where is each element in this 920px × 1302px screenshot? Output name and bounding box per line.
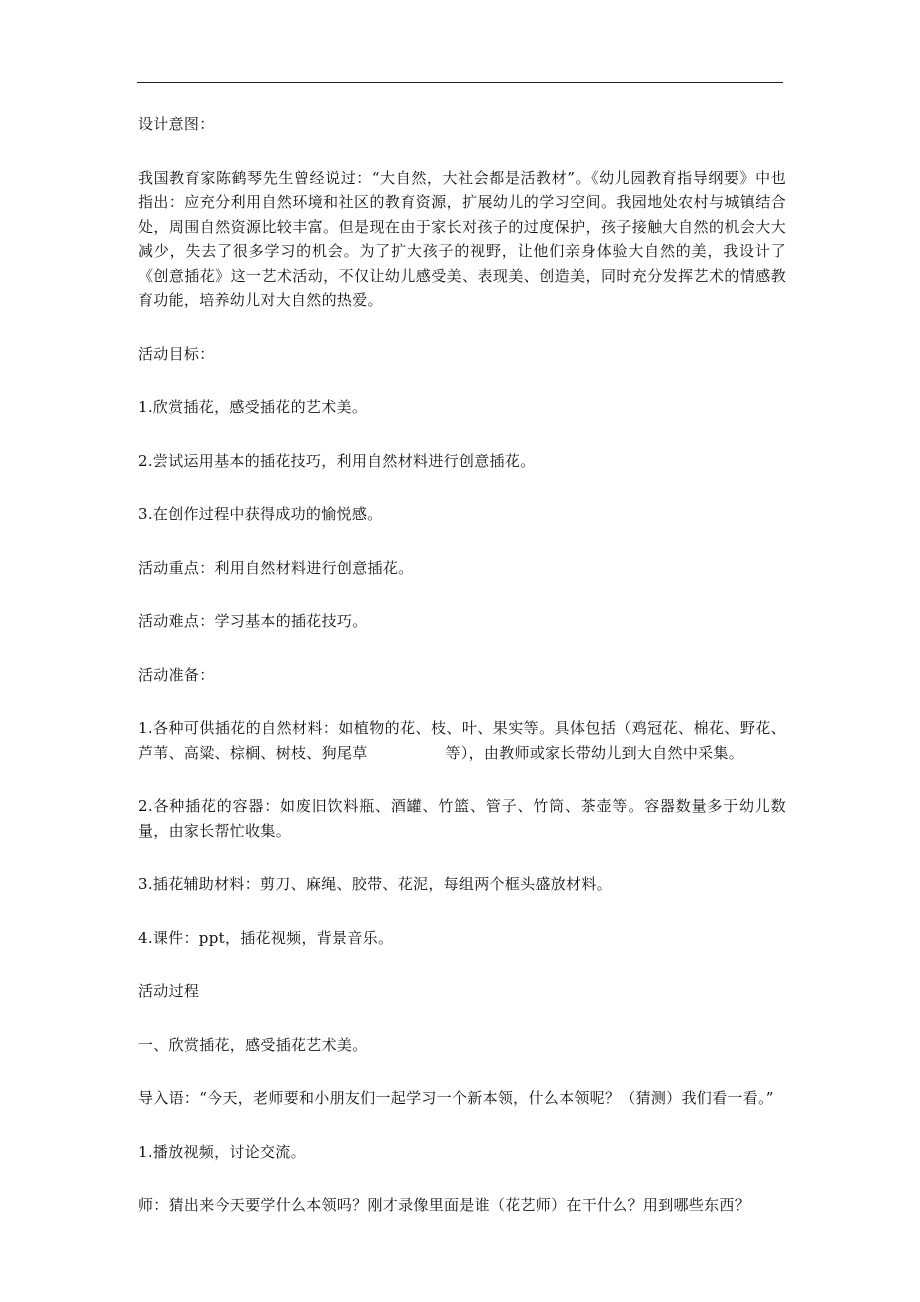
preparation-item-1 bbox=[138, 716, 786, 765]
preparation-item-4: 4.课件：ppt，插花视频，背景音乐。 bbox=[138, 928, 394, 947]
step-1-heading: 一、欣赏插花，感受插花艺术美。 bbox=[138, 1035, 368, 1054]
goals-heading: 活动目标： bbox=[138, 344, 215, 363]
header-rule bbox=[137, 82, 783, 83]
document-body bbox=[138, 112, 786, 1247]
preparation-item-2: 2.各种插花的容器：如废旧饮料瓶、酒罐、竹篮、管子、竹筒、茶壶等。容器数量多于幼儿数量，由家长帮忙收集。 bbox=[138, 797, 786, 840]
goal-item-2: 2.尝试运用基本的插花技巧，利用自然材料进行创意插花。 bbox=[138, 451, 536, 470]
preparation-item-3: 3.插花辅助材料：剪刀、麻绳、胶带、花泥，每组两个框头盛放材料。 bbox=[138, 875, 612, 893]
design-intent-heading: 设计意图： bbox=[138, 115, 215, 133]
goal-item-3: 3.在创作过程中获得成功的愉悦感。 bbox=[138, 505, 383, 523]
key-point: 活动重点：利用自然材料进行创意插花。 bbox=[138, 558, 414, 577]
difficulty-point: 活动难点：学习基本的插花技巧。 bbox=[138, 612, 368, 630]
teacher-question: 师：猜出来今天要学什么本领吗？刚才录像里面是谁（花艺师）在干什么？用到哪些东西？ bbox=[138, 1196, 751, 1214]
preparation-heading: 活动准备： bbox=[138, 665, 215, 684]
goal-item-1: 1.欣赏插花，感受插花的艺术美。 bbox=[138, 398, 368, 416]
preparation-item-1-part1: 1.各种可供插花的自然材料：如植物的花、枝、叶、果实等。具体包括（鸡冠花、棉花、野花、芦苇、高粱、棕榈、树枝、狗尾草 bbox=[138, 719, 786, 762]
intro-speech: 导入语：“今天，老师要和小朋友们一起学习一个新本领，什么本领呢？（猜测）我们看一看。” bbox=[138, 1089, 774, 1107]
preparation-item-1-part2: 等），由教师或家长带幼儿到大自然中采集。 bbox=[445, 743, 745, 762]
step-1-1: 1.播放视频，讨论交流。 bbox=[138, 1142, 306, 1161]
design-intent-paragraph: 我国教育家陈鹤琴先生曾经说过：“大自然，大社会都是活教材”。《幼儿园教育指导纲要》中也指出：应充分利用自然环境和社区的教育资源，扩展幼儿的学习空间。我园地处农村与城镇结合处，周围自然资源比较丰富。但是现在由于家长对孩子的过度保护，孩子接触大自然的机会大大减少，失去了很多学习的机会。为了扩大孩子的视野，让他们亲身体验大自然的美，我设计了《创意插花》这一艺术活动，不仅让幼儿感受美、表现美、创造美，同时充分发挥艺术的情感教育功能，培养幼儿对大自然的热爱。 bbox=[138, 168, 786, 309]
process-heading: 活动过程 bbox=[138, 982, 200, 1000]
